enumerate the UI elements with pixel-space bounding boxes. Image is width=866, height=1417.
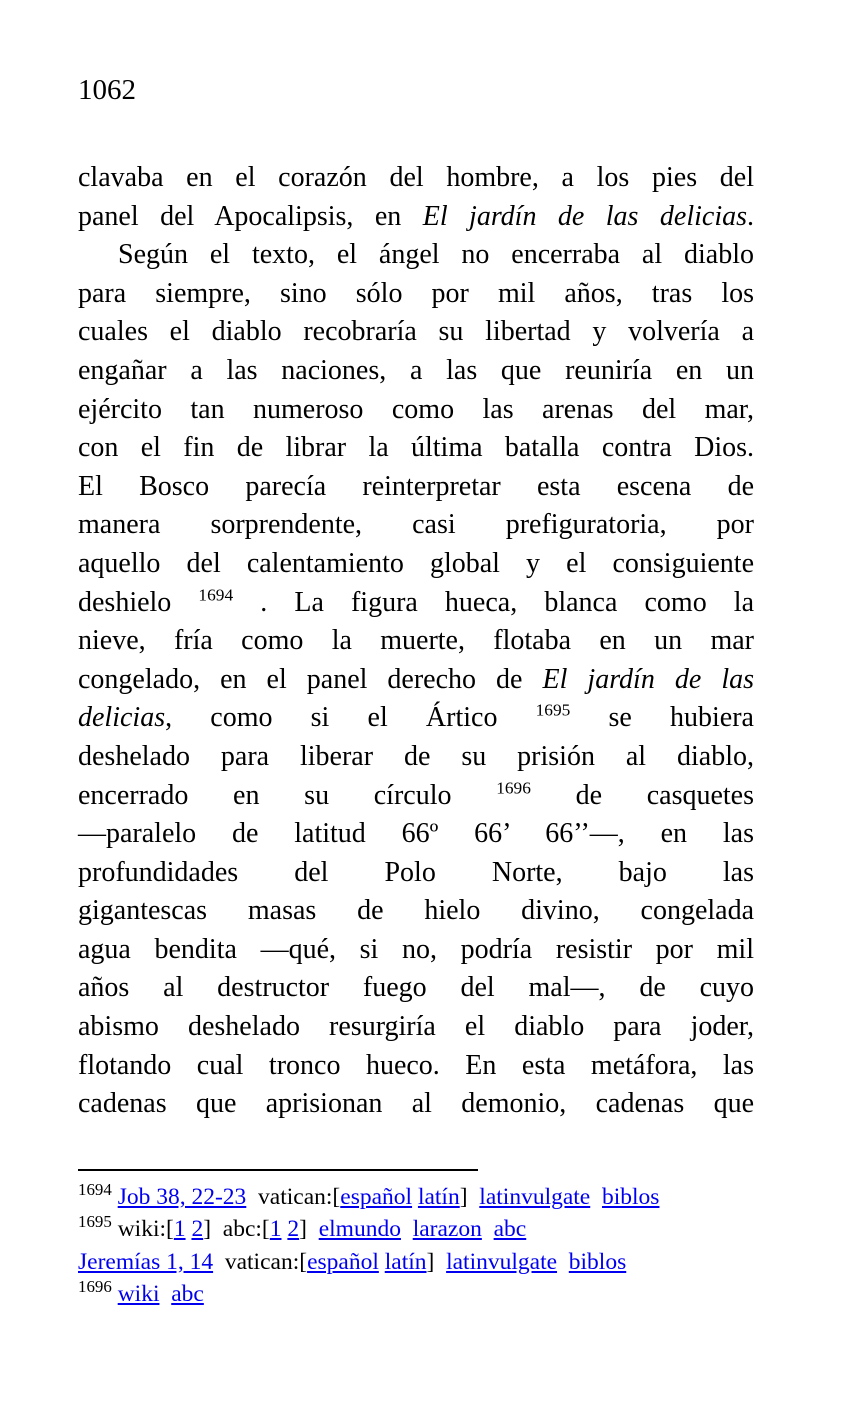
body-text-line: [78, 969, 754, 1008]
footnote-link[interactable]: latín: [417, 1184, 460, 1210]
text-segment: nieve, fría como la muerte, flotaba en un mar: [78, 625, 754, 657]
superscript-ref: 1695: [78, 1212, 112, 1232]
text-segment: [590, 1184, 602, 1210]
footnote-link[interactable]: wiki: [117, 1280, 160, 1307]
text-segment: delicias: [78, 702, 166, 734]
footnote-link[interactable]: latín: [384, 1248, 427, 1275]
body-text-line: [78, 931, 754, 970]
text-segment: ] abc:[: [203, 1216, 270, 1243]
footnote-link[interactable]: Jeremías 1, 14: [78, 1248, 214, 1275]
body-text-line: [78, 313, 754, 352]
footnote-line: [78, 1213, 798, 1245]
body-text-line: [78, 236, 754, 275]
footnote-line: [78, 1278, 798, 1310]
footnote-link[interactable]: español: [307, 1248, 379, 1275]
footnotes: [78, 1181, 798, 1310]
text-segment: cadenas que aprisionan al demonio, cadenas que: [78, 1088, 754, 1120]
text-segment: aquello del calentamiento global y el consiguiente: [78, 547, 754, 579]
body-text-line: [78, 159, 754, 198]
body-text-line: [78, 661, 754, 700]
body-text-line: [78, 1047, 754, 1086]
body-text-line: [78, 391, 754, 430]
body-text-line: [78, 892, 754, 931]
text-segment: .: [747, 200, 754, 232]
body-text-line: [78, 545, 754, 584]
text-segment: wiki:[: [111, 1216, 174, 1243]
body-text-line: [78, 815, 754, 854]
body-text-line: [78, 738, 754, 777]
text-segment: clavaba en el corazón del hombre, a los pies del: [78, 162, 754, 193]
text-segment: encerrado en su círculo: [78, 779, 497, 811]
text-segment: manera sorprendente, casi prefiguratoria, por: [78, 509, 754, 541]
text-segment: [401, 1216, 413, 1242]
text-segment: años al destructor fuego del mal—, de cuyo: [78, 972, 754, 1004]
text-segment: ]: [426, 1248, 447, 1275]
body-text-line: [78, 1008, 754, 1047]
text-segment: vatican:[: [246, 1184, 341, 1210]
text-segment: [482, 1216, 494, 1242]
footnote-line: [78, 1181, 798, 1213]
text-segment: para siempre, sino sólo por mil años, tras los: [78, 277, 754, 309]
superscript-ref: 1695: [535, 700, 571, 720]
text-segment: de casquetes: [530, 779, 754, 811]
text-segment: panel del Apocalipsis, en: [78, 200, 423, 232]
text-segment: con el fin de librar la última batalla contra Dios.: [78, 432, 754, 464]
superscript-ref: 1696: [496, 778, 531, 798]
footnote-link[interactable]: 2: [287, 1216, 300, 1243]
footnote-link[interactable]: biblos: [568, 1248, 627, 1275]
text-segment: [557, 1249, 569, 1275]
text-segment: agua bendita —qué, si no, podría resistir por mil: [78, 933, 754, 965]
text-segment: cuales el diablo recobraría su libertad y volvería a: [78, 316, 754, 348]
footnote-link[interactable]: larazon: [412, 1216, 482, 1243]
body-text-line: [78, 506, 754, 545]
footnote-link[interactable]: biblos: [601, 1184, 660, 1210]
footnote-link[interactable]: latinvulgate: [446, 1248, 558, 1275]
footnote-link[interactable]: abc: [171, 1280, 204, 1307]
body-text-line: [78, 777, 754, 816]
text-segment: —paralelo de latitud 66º 66’ 66’’—, en las: [78, 818, 754, 850]
footnote-link[interactable]: abc: [493, 1216, 527, 1243]
text-segment: , como si el Ártico: [165, 702, 536, 734]
text-segment: Según el texto, el ángel no encerraba al diablo: [118, 239, 754, 271]
footnote-link[interactable]: elmundo: [318, 1216, 401, 1243]
footnote-link[interactable]: Job 38, 22-23: [117, 1184, 247, 1210]
footnote-link[interactable]: español: [340, 1184, 413, 1210]
body-text-line: [78, 275, 754, 314]
text-segment: vatican:[: [213, 1248, 308, 1275]
body-text-line: [78, 468, 754, 507]
body-text-line: [78, 198, 754, 237]
text-segment: ejército tan numeroso como las arenas del mar,: [78, 393, 754, 425]
body-text-line: [78, 699, 754, 738]
text-segment: El Bosco parecía reinterpretar esta escena de: [78, 470, 754, 502]
text-segment: El jardín de las: [542, 663, 754, 695]
text-segment: deshielo: [78, 586, 199, 618]
text-segment: flotando cual tronco hueco. En esta metáfora, las: [78, 1049, 754, 1081]
footnote-link[interactable]: 1: [173, 1216, 186, 1243]
footnote-separator: [78, 1169, 478, 1171]
footnote-link[interactable]: 1: [269, 1216, 282, 1243]
text-segment: El jardín de las delicias: [422, 200, 747, 232]
footnote-link[interactable]: 2: [191, 1216, 204, 1243]
text-segment: se hubiera: [570, 702, 754, 734]
body-text: [78, 159, 754, 1124]
text-segment: engañar a las naciones, a las que reuniría en un: [78, 354, 754, 386]
text-segment: gigantescas masas de hielo divino, congelada: [78, 895, 754, 927]
body-text-line: [78, 352, 754, 391]
text-segment: [159, 1281, 171, 1307]
body-text-line: [78, 1085, 754, 1124]
text-segment: ]: [459, 1184, 480, 1210]
superscript-ref: 1694: [198, 585, 234, 605]
page-number: 1062: [78, 74, 136, 106]
text-segment: abismo deshelado resurgiría el diablo para joder,: [78, 1011, 754, 1043]
body-text-line: [78, 854, 754, 893]
text-segment: profundidades del Polo Norte, bajo las: [78, 856, 754, 888]
text-segment: deshelado para liberar de su prisión al diablo,: [78, 740, 754, 772]
body-text-line: [78, 584, 754, 623]
footnote-line: [78, 1246, 798, 1278]
superscript-ref: 1696: [78, 1277, 112, 1297]
text-segment: congelado, en el panel derecho de: [78, 663, 543, 695]
body-text-line: [78, 429, 754, 468]
text-segment: . La figura hueca, blanca como la: [233, 586, 754, 618]
superscript-ref: 1694: [78, 1180, 112, 1200]
body-text-line: [78, 622, 754, 661]
footnote-link[interactable]: latinvulgate: [479, 1184, 591, 1210]
text-segment: ]: [299, 1216, 319, 1243]
